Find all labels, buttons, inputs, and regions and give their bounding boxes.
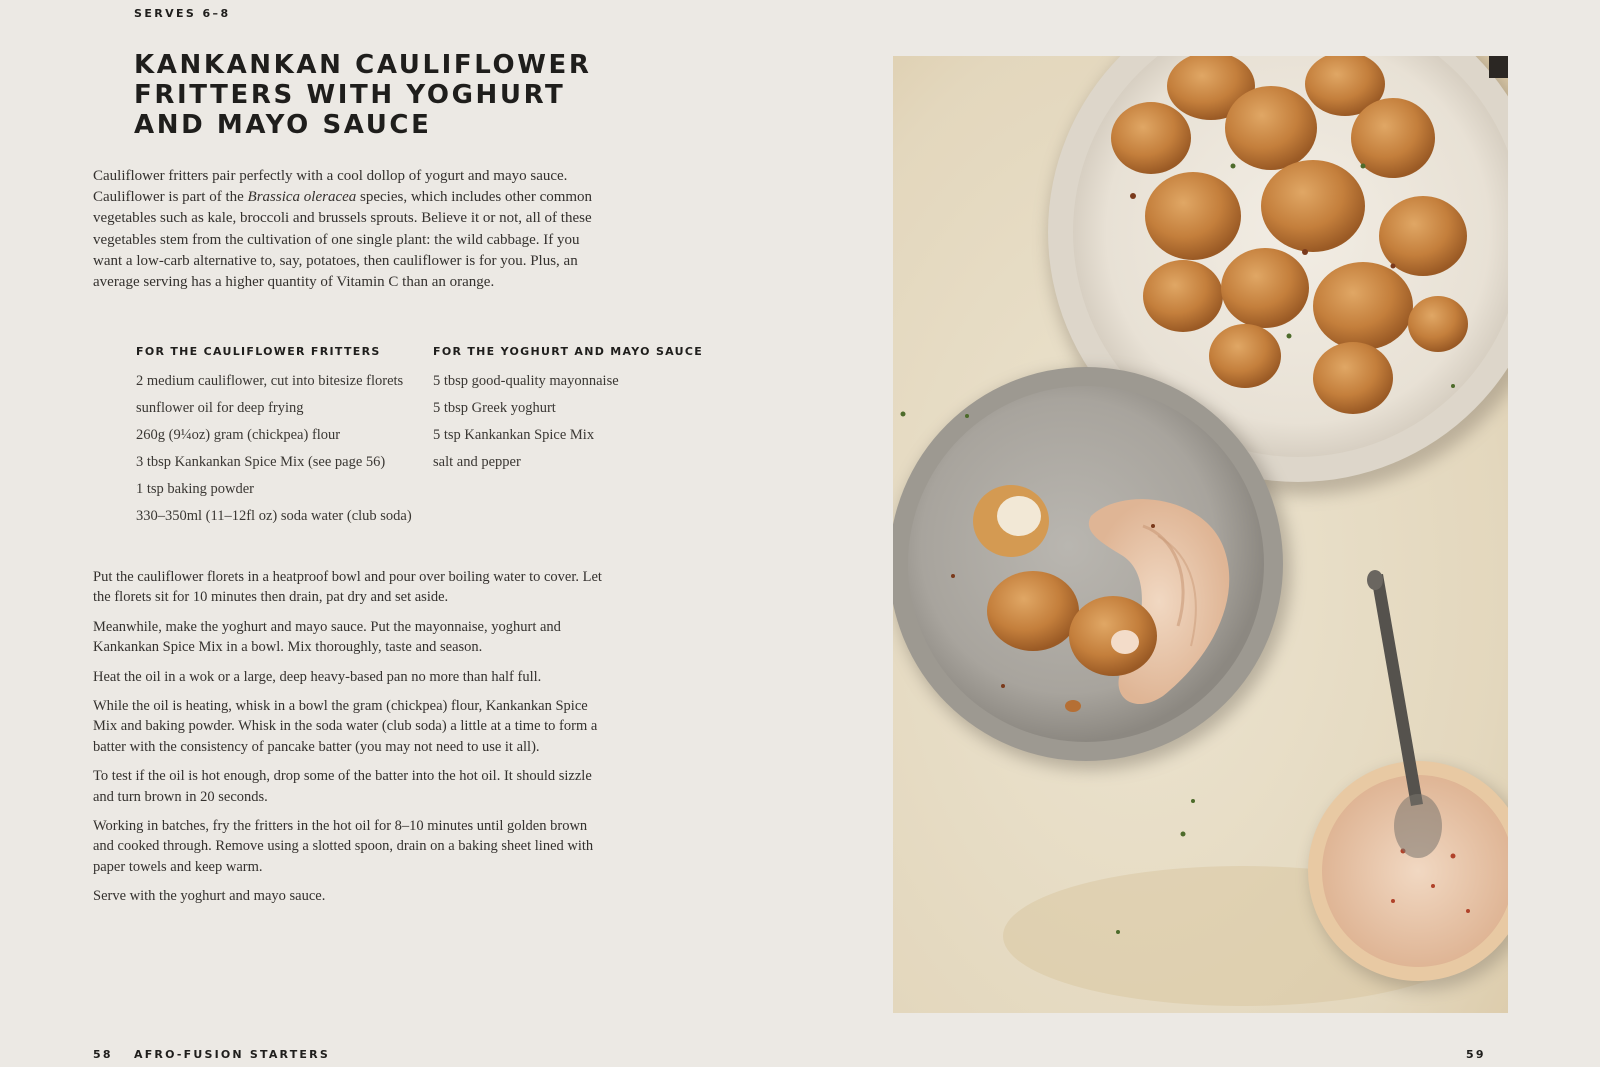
food-photo [893, 56, 1508, 1013]
method-step: Meanwhile, make the yoghurt and mayo sauce. Put the mayonnaise, yoghurt and Kankankan Spice Mix in a bowl. Mix thoroughly, taste and season. [93, 618, 561, 656]
recipe-title [134, 50, 654, 140]
fritters-ingredient-list [136, 372, 426, 525]
intro-text-end: species, which includes other common vegetables such as kale, broccoli and brussels sprouts. Believe it or not, all of these vegetables stem from the cultivation of one single plant: the wild cabbage. If you want a low-carb alternative to, say, potatoes, then cauliflower is for you. Plus, an average serving has a higher quantity of Vitamin C than an orange. [93, 189, 593, 291]
method-step: Working in batches, fry the fritters in the hot oil for 8–10 minutes until golden brown and cooked through. Remove using a slotted spoon, drain on a baking sheet lined with paper towels and keep warm. [93, 818, 594, 875]
method-step: Put the cauliflower florets in a heatproof bowl and pour over boiling water to cover. Let the florets sit for 10 minutes then drain, pat dry and set aside. [93, 569, 602, 606]
title-line: AND MAYO SAUCE [134, 110, 432, 140]
food-photo-illustration [893, 56, 1508, 1013]
sauce-ingredients [433, 345, 733, 480]
ingredient-item: 1 tsp baking powder [136, 481, 254, 497]
serves-label: SERVES 6–8 [134, 7, 231, 20]
fritters-ingredients [136, 345, 426, 534]
method-step: Serve with the yoghurt and mayo sauce. [93, 888, 326, 905]
intro-species-name: Brassica oleracea [247, 189, 357, 206]
section-name: AFRO-FUSION STARTERS [134, 1048, 330, 1061]
left-page-number: 58 [93, 1048, 113, 1061]
method-step: Heat the oil in a wok or a large, deep heavy-based pan no more than half full. [93, 668, 542, 685]
right-page-number: 59 [1466, 1048, 1486, 1061]
ingredient-item: 5 tbsp good-quality mayonnaise [433, 373, 619, 389]
method-steps [93, 567, 605, 916]
ingredient-item: sunflower oil for deep frying [136, 400, 304, 416]
method-step: To test if the oil is hot enough, drop some of the batter into the hot oil. It should sizzle and turn brown in 20 seconds. [93, 768, 592, 805]
ingredient-item: 330–350ml (11–12fl oz) soda water (club soda) [136, 508, 412, 524]
method-step: While the oil is heating, whisk in a bowl the gram (chickpea) flour, Kankankan Spice Mix and baking powder. Whisk in the soda water (club soda) a little at a time to form a batter with the consistency of pancake batter (you may not need to use it all). [93, 698, 598, 755]
title-line: KANKANKAN CAULIFLOWER [134, 50, 592, 80]
ingredient-item: 3 tbsp Kankankan Spice Mix (see page 56) [136, 454, 386, 470]
intro-paragraph [93, 166, 603, 293]
title-line: FRITTERS WITH YOGHURT [134, 80, 566, 110]
sauce-ingredient-list [433, 372, 733, 471]
ingredient-item: 5 tsp Kankankan Spice Mix [433, 427, 595, 443]
sauce-ingredients-heading: FOR THE YOGHURT AND MAYO SAUCE [433, 345, 704, 358]
ingredient-item: salt and pepper [433, 454, 521, 470]
intro-text-start: Cauliflower fritters pair perfectly with a cool dollop of yogurt and mayo sauce. Cauliflower is part of the [93, 168, 568, 206]
ingredient-item: 5 tbsp Greek yoghurt [433, 400, 556, 416]
ingredient-item: 260g (9¼oz) gram (chickpea) flour [136, 427, 341, 443]
ingredient-item: 2 medium cauliflower, cut into bitesize florets [136, 373, 404, 389]
fritters-ingredients-heading: FOR THE CAULIFLOWER FRITTERS [136, 345, 381, 358]
